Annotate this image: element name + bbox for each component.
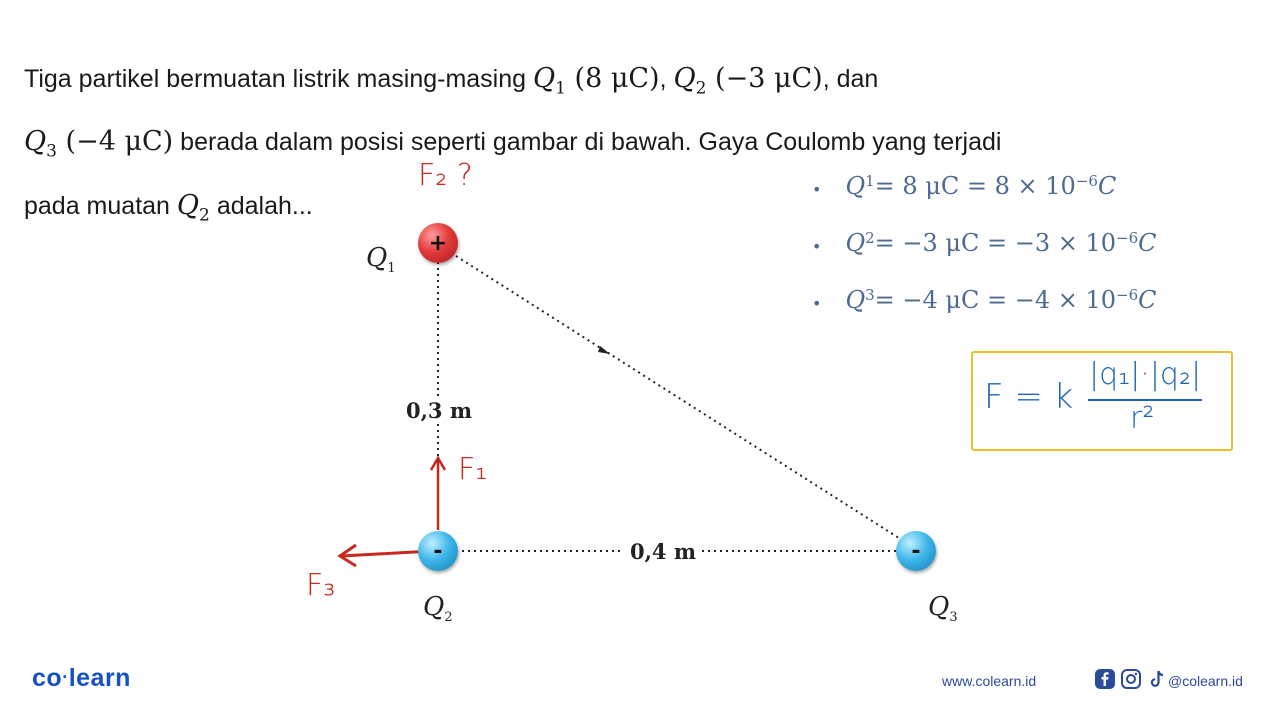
q3-label: $Q_3$ [928, 592, 958, 626]
q3-symbol: $Q_3$ (−4 μC) [24, 126, 174, 162]
distance-vertical-label: 0,3 m [400, 398, 478, 423]
question-line-2: $Q_3$ (−4 μC) berada dalam posisi seperti gambar di bawah. Gaya Coulomb yang terjadi [24, 126, 1002, 162]
colearn-logo: co·learn [32, 664, 131, 692]
social-handle: @colearn.id [1168, 673, 1243, 689]
f2-question-note: F₂ ? [418, 158, 473, 193]
website-link[interactable]: www.colearn.id [942, 673, 1037, 689]
minus-sign-icon: - [433, 538, 443, 564]
question-line-3: pada muatan $Q_2$ adalah... [24, 189, 313, 226]
charge-q2-ball [418, 531, 458, 571]
q1-label: $Q_1$ [366, 243, 396, 277]
charge-q3-ball [896, 531, 936, 571]
direction-arrowhead [598, 346, 610, 354]
formula-lhs: F = k [984, 377, 1074, 417]
formula-numerator: |q₁|·|q₂| [1089, 357, 1202, 392]
q1-symbol: $Q_1$ (8 μC) [532, 63, 660, 99]
q2-symbol: $Q_2$ (−3 μC) [673, 63, 823, 99]
q2-label: $Q_2$ [423, 592, 453, 626]
distance-horizontal-label: 0,4 m [624, 539, 702, 564]
minus-sign-icon: - [911, 538, 921, 564]
given-q1: • Q $^1$ = 8 μC = 8 × 10 $^{-6}$ C [812, 172, 1117, 200]
facebook-icon[interactable] [1094, 668, 1116, 690]
given-q2: • Q $^2$ = −3 μC = −3 × 10 $^{-6}$ C [812, 229, 1157, 257]
charge-q1-ball [418, 223, 458, 263]
question-line-1: Tiga partikel bermuatan listrik masing-masing $Q_1$ (8 μC), $Q_2$ (−3 μC), dan [24, 63, 879, 99]
plus-sign-icon: + [428, 230, 448, 256]
f3-label: F₃ [306, 568, 336, 603]
f1-label: F₁ [458, 452, 488, 487]
formula-denominator: r² [1130, 401, 1155, 436]
instagram-icon[interactable] [1120, 668, 1142, 690]
given-values-list [812, 172, 1157, 343]
tiktok-icon[interactable] [1146, 668, 1168, 690]
given-q3: • Q $^3$ = −4 μC = −4 × 10 $^{-6}$ C [812, 286, 1157, 314]
q2-target-symbol: $Q_2$ [176, 189, 210, 226]
